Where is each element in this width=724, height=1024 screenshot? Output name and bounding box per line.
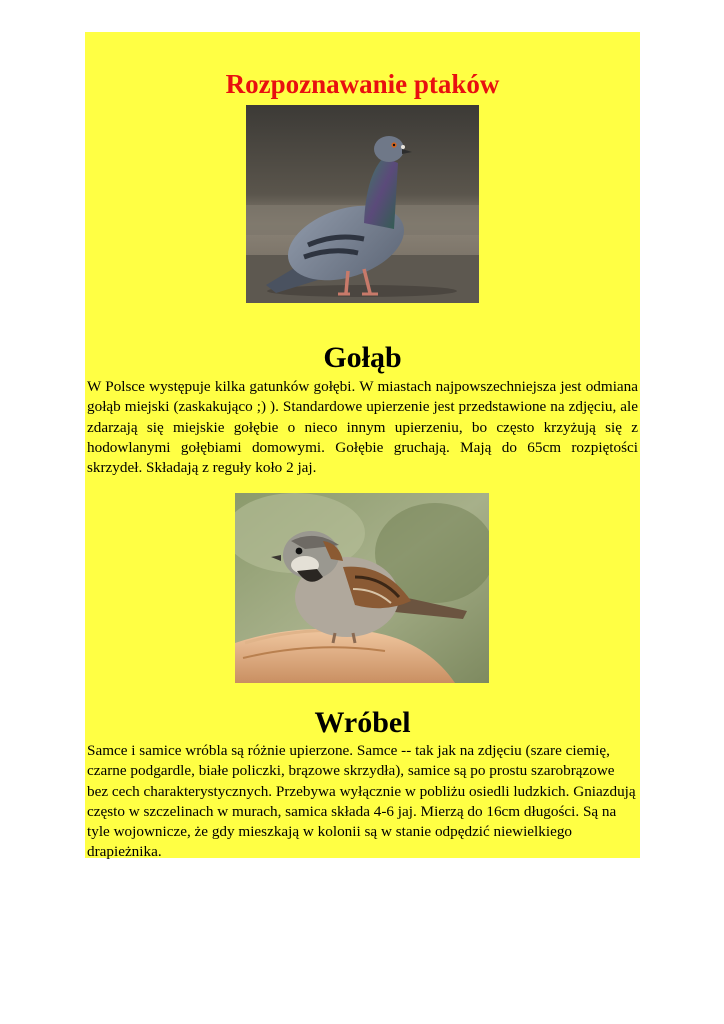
sparrow-photo [235,493,489,683]
pigeon-description: W Polsce występuje kilka gatunków gołębi. W miastach najpowszechniejsza jest odmiana gołąb miejski (zaskakująco ;) ). Standardowe upierzenie jest przedstawione na zdjęciu, ale zdarzają się miejskie gołębie o nieco innym upierzeniu, bo często krzyżują się z hodowlanymi gołębiami domowymi. Gołębie gruchają. Mają do 65cm rozpiętości skrzydeł. Składają z reguły koło 2 jaj. [87,378,638,477]
sparrow-description: Samce i samice wróbla są różnie upierzone. Samce -- tak jak na zdjęciu (szare ciemię, czarne podgardle, białe policzki, brązowe skrzydła), samice są po prostu szarobrązowe bez cech charakterystycznych. Przebywa wyłącznie w pobliżu osiedli ludzkich. Gniazdują często w szczelinach w murach, samica składa 4-6 jaj. Mierzą do 16cm długości. Są na tyle wojownicze, że gdy mieszkają w kolonii są w stanie odpędzić niewielkiego drapieżnika. [87,742,636,861]
page-title: Rozpoznawanie ptaków [225,69,500,99]
pigeon-photo [246,105,479,303]
sparrow-heading: Wróbel [314,706,411,739]
pigeon-heading: Gołąb [323,341,402,374]
